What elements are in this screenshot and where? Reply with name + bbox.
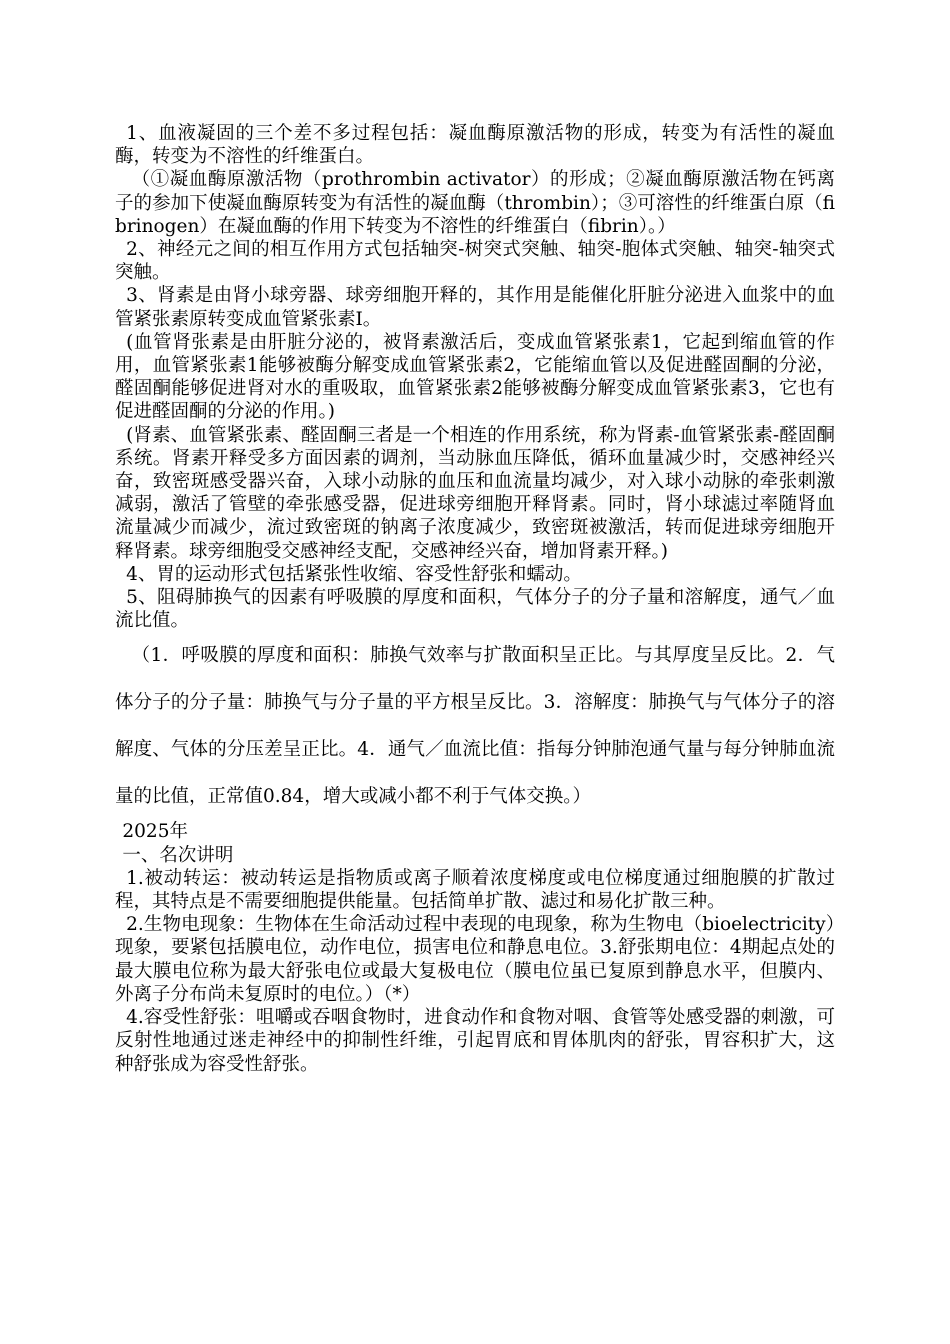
paragraph-14: 4.容受性舒张：咀嚼或吞咽食物时，进食动作和食物对咽、食管等处感受器的刺激，可反射性地通过迷走神经中的抑制性纤维，引起胃底和胃体肌肉的舒张，胃容积扩大，这种舒张成为容受性舒张。 xyxy=(115,1007,835,1075)
section-heading: 一、名次讲明 xyxy=(122,844,234,866)
paragraph-2: （①凝血酶原激活物（prothrombin activator）的形成；②凝血酶原激活物在钙离子的参加下使凝血酶原转变为有活性的凝血酶（thrombin）；③可溶性的纤维蛋白原（fibrinogen）在凝血酶的作用下转变为不溶性的纤维蛋白（fibrin）。） xyxy=(115,169,835,237)
year-heading: 2025年 xyxy=(122,821,188,843)
paragraph-8: 5、阻碍肺换气的因素有呼吸膜的厚度和面积，气体分子的分子量和溶解度，通气／血流比值。 xyxy=(115,587,835,632)
paragraph-5: (血管肾张素是由肝脏分泌的，被肾素激活后，变成血管紧张素1，它起到缩血管的作用，血管紧张素1能够被酶分解变成血管紧张素2，它能缩血管以及促进醛固酮的分泌，醛固酮能够促进肾对水的重吸取，血管紧张素2能够被酶分解变成血管紧张素3，它也有促进醛固酮的分泌的作用。) xyxy=(115,331,835,423)
paragraph-13: 2.生物电现象：生物体在生命活动过程中表现的电现象，称为生物电（bioelectricity）现象，要紧包括膜电位，动作电位，损害电位和静息电位。3.舒张期电位：4期起点处的最大膜电位称为最大舒张电位或最大复极电位（膜电位虽已复原到静息水平，但膜内、外离子分布尚未复原时的电位。）（*） xyxy=(115,914,835,1005)
paragraph-1: 1、血液凝固的三个差不多过程包括：凝血酶原激活物的形成，转变为有活性的凝血酶，转变为不溶性的纤维蛋白。 xyxy=(115,123,835,168)
paragraph-9: （1．呼吸膜的厚度和面积：肺换气效率与扩散面积呈正比。与其厚度呈反比。2．气体分子的分子量：肺换气与分子量的平方根呈反比。3．溶解度：肺换气与气体分子的溶解度、气体的分压差呈正比。4．通气／血流比值：指每分钟肺泡通气量与每分钟肺血流量的比值，正常值0.84，增大或减小都不利于气体交换。） xyxy=(115,645,835,808)
paragraph-4: 3、肾素是由肾小球旁器、球旁细胞开释的，其作用是能催化肝脏分泌进入血浆中的血管紧张素原转变成血管紧张素Ⅰ。 xyxy=(115,285,835,330)
paragraph-12: 1.被动转运：被动转运是指物质或离子顺着浓度梯度或电位梯度通过细胞膜的扩散过程，其特点是不需要细胞提供能量。包括简单扩散、滤过和易化扩散三种。 xyxy=(115,867,835,913)
paragraph-7: 4、胃的运动形式包括紧张性收缩、容受性舒张和蠕动。 xyxy=(126,563,582,585)
paragraph-3: 2、神经元之间的相互作用方式包括轴突-树突式突触、轴突-胞体式突触、轴突-轴突式突触。 xyxy=(115,239,835,284)
document-body xyxy=(115,122,835,1076)
paragraph-6: (肾素、血管紧张素、醛固酮三者是一个相连的作用系统，称为肾素-血管紧张素-醛固酮系统。肾素开释受多方面因素的调剂，当动脉血压降低，循环血量减少时，交感神经兴奋，致密斑感受器兴奋，入球小动脉的血压和血流量均减少，对入球小动脉的牵张刺激减弱，激活了管壁的牵张感受器，促进球旁细胞开释肾素。同时，肾小球滤过率随肾血流量减少而减少，流过致密斑的钠离子浓度减少，致密斑被激活，转而促进球旁细胞开释肾素。球旁细胞受交感神经支配，交感神经兴奋，增加肾素开释。) xyxy=(115,424,835,562)
